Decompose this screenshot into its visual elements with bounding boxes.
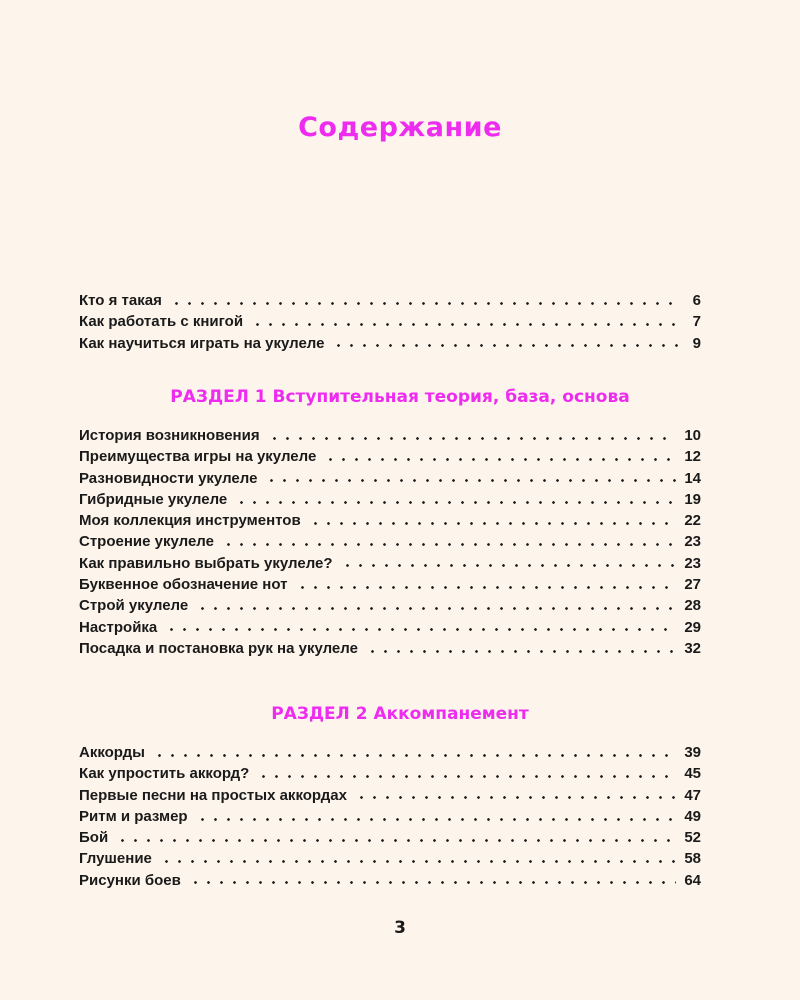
- toc-entry[interactable]: [79, 290, 701, 311]
- dot-leader: [235, 501, 676, 504]
- toc-entry-label: Настройка: [79, 618, 158, 636]
- dot-leader: [324, 458, 676, 461]
- toc-entry-label: Гибридные укулеле: [79, 490, 228, 508]
- dot-leader: [251, 323, 681, 326]
- toc-entry-label: Аккорды: [79, 744, 145, 761]
- dot-leader: [189, 881, 676, 884]
- dot-leader: [160, 860, 676, 863]
- dot-leader: [222, 543, 676, 546]
- toc-entry[interactable]: [79, 742, 701, 763]
- dot-leader: [196, 607, 676, 610]
- toc-entry[interactable]: [79, 574, 701, 595]
- toc-entry-page: 14: [684, 469, 701, 487]
- dot-leader: [366, 650, 676, 653]
- toc-section-1-list: [79, 425, 701, 659]
- dot-leader: [296, 586, 677, 589]
- toc-entry[interactable]: [79, 531, 701, 552]
- toc-entry-page: 27: [684, 576, 701, 594]
- toc-entry-page: 58: [684, 850, 701, 868]
- dot-leader: [170, 302, 681, 305]
- toc-entry-label: Строение укулеле: [79, 533, 214, 551]
- toc-entry[interactable]: [79, 311, 701, 332]
- toc-entry-page: 9: [692, 334, 701, 352]
- toc-entry-label: Первые песни на простых аккордах: [79, 786, 347, 804]
- toc-entry-label: Как работать с книгой: [79, 313, 244, 331]
- toc-entry[interactable]: [79, 489, 701, 510]
- dot-leader: [165, 628, 676, 631]
- toc-entry-page: 45: [684, 765, 701, 783]
- toc-entry-label: Моя коллекция инструментов: [79, 512, 301, 530]
- toc-entry[interactable]: [79, 870, 701, 891]
- toc-entry[interactable]: [79, 468, 701, 489]
- toc-entry-label: Как правильно выбрать укулеле?: [79, 554, 333, 572]
- toc-entry-label: Буквенное обозначение нот: [79, 576, 288, 594]
- toc-entry-page: 39: [684, 744, 701, 761]
- toc-entry-label: Посадка и постановка рук на укулеле: [79, 639, 358, 657]
- toc-entry[interactable]: [79, 848, 701, 869]
- toc-entry-label: История возникновения: [79, 427, 260, 444]
- toc-entry-label: Как научиться играть на укулеле: [79, 334, 325, 352]
- toc-entry-label: Рисунки боев: [79, 871, 181, 889]
- dot-leader: [332, 344, 681, 347]
- toc-entry-page: 52: [684, 829, 701, 847]
- page-number: 3: [394, 918, 406, 938]
- dot-leader: [309, 522, 677, 525]
- toc-entry-page: 47: [684, 786, 701, 804]
- toc-entry-label: Разновидности укулеле: [79, 469, 258, 487]
- toc-entry-page: 22: [684, 512, 701, 530]
- page-title: Содержание: [298, 112, 502, 143]
- toc-entry-label: Глушение: [79, 850, 152, 868]
- toc-entry-label: Бой: [79, 829, 109, 847]
- toc-entry[interactable]: [79, 553, 701, 574]
- toc-entry-label: Кто я такая: [79, 292, 162, 309]
- toc-entry-page: 28: [684, 597, 701, 615]
- toc-entry[interactable]: [79, 446, 701, 467]
- dot-leader: [265, 479, 676, 482]
- toc-entry[interactable]: [79, 638, 701, 659]
- toc-entry-label: Ритм и размер: [79, 807, 188, 825]
- dot-leader: [153, 754, 676, 757]
- toc-entry-page: 29: [684, 618, 701, 636]
- toc-entry-page: 23: [684, 554, 701, 572]
- dot-leader: [355, 796, 676, 799]
- toc-entry-page: 49: [684, 807, 701, 825]
- dot-leader: [116, 839, 676, 842]
- toc-entry-page: 19: [684, 490, 701, 508]
- toc-entry[interactable]: [79, 595, 701, 616]
- dot-leader: [268, 437, 677, 440]
- toc-entry[interactable]: [79, 425, 701, 446]
- dot-leader: [257, 775, 676, 778]
- toc-entry-label: Преимущества игры на укулеле: [79, 448, 317, 466]
- toc-entry-page: 12: [684, 448, 701, 466]
- toc-entry-page: 10: [684, 427, 701, 444]
- toc-entry[interactable]: [79, 510, 701, 531]
- toc-entry-page: 64: [684, 871, 701, 889]
- toc-entry-label: Как упростить аккорд?: [79, 765, 250, 783]
- toc-entry-page: 6: [692, 292, 701, 309]
- dot-leader: [341, 564, 677, 567]
- section-1-heading: РАЗДЕЛ 1 Вступительная теория, база, основа: [170, 387, 630, 407]
- toc-section-2-list: [79, 742, 701, 891]
- toc-entry-page: 32: [684, 639, 701, 657]
- toc-entry[interactable]: [79, 333, 701, 354]
- toc-entry[interactable]: [79, 785, 701, 806]
- section-2-heading: РАЗДЕЛ 2 Аккомпанемент: [271, 704, 529, 724]
- toc-entry-label: Строй укулеле: [79, 597, 189, 615]
- toc-entry[interactable]: [79, 617, 701, 638]
- toc-entry-page: 23: [684, 533, 701, 551]
- dot-leader: [196, 818, 677, 821]
- toc-entry[interactable]: [79, 763, 701, 784]
- toc-entry[interactable]: [79, 806, 701, 827]
- toc-entry[interactable]: [79, 827, 701, 848]
- toc-entry-page: 7: [692, 313, 701, 331]
- toc-intro-list: [79, 290, 701, 354]
